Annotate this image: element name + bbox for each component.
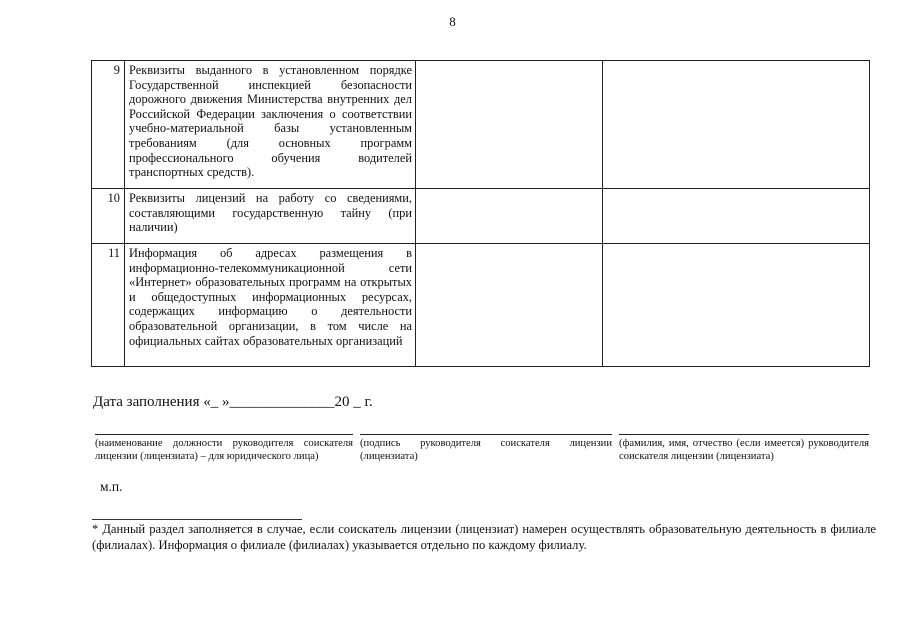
footnote: * Данный раздел заполняется в случае, если соискатель лицензии (лицензиат) намерен осуществлять образовательную деятельность в филиале (филиалах). Информация о филиале (филиалах) указывается отдельно по каждому филиалу. xyxy=(92,522,876,552)
requisites-table xyxy=(91,60,870,367)
row-number: 11 xyxy=(92,244,125,367)
table-row xyxy=(92,244,870,367)
signature-field-signature: (подпись руководителя соискателя лицензии (лицензиата) xyxy=(360,434,612,463)
row-number: 9 xyxy=(92,61,125,189)
row-description: Реквизиты выданного в установленном порядке Государственной инспекцией безопасности дорожного движения Министерства внутренних дел Российской Федерации заключения о соответствии учебно-материальной базы установленным требованиям (для основных программ профессионального обучения водителей транспортных средств). xyxy=(125,61,416,189)
signature-field-position: (наименование должности руководителя соискателя лицензии (лицензиата) – для юридического лица) xyxy=(95,434,353,463)
empty-cell xyxy=(416,244,603,367)
empty-cell xyxy=(416,189,603,244)
empty-cell xyxy=(603,61,870,189)
row-description: Информация об адресах размещения в информационно-телекоммуникационной сети «Интернет» образовательных программ на открытых и общедоступных информационных ресурсах, содержащих информацию о деятельности образовательной организации, в том числе на официальных сайтах образовательных организаций xyxy=(125,244,416,367)
stamp-label: м.п. xyxy=(100,479,123,494)
row-number: 10 xyxy=(92,189,125,244)
row-description: Реквизиты лицензий на работу со сведениями, составляющими государственную тайну (при наличии) xyxy=(125,189,416,244)
page-number: 8 xyxy=(449,14,456,29)
empty-cell xyxy=(416,61,603,189)
table-row xyxy=(92,61,870,189)
empty-cell xyxy=(603,189,870,244)
footnote-divider xyxy=(92,519,302,520)
fill-date-line: Дата заполнения «_ »______________20 _ г. xyxy=(93,394,373,410)
signature-field-name: (фамилия, имя, отчество (если имеется) руководителя соискателя лицензии (лицензиата) xyxy=(619,434,869,463)
empty-cell xyxy=(603,244,870,367)
table-row xyxy=(92,189,870,244)
